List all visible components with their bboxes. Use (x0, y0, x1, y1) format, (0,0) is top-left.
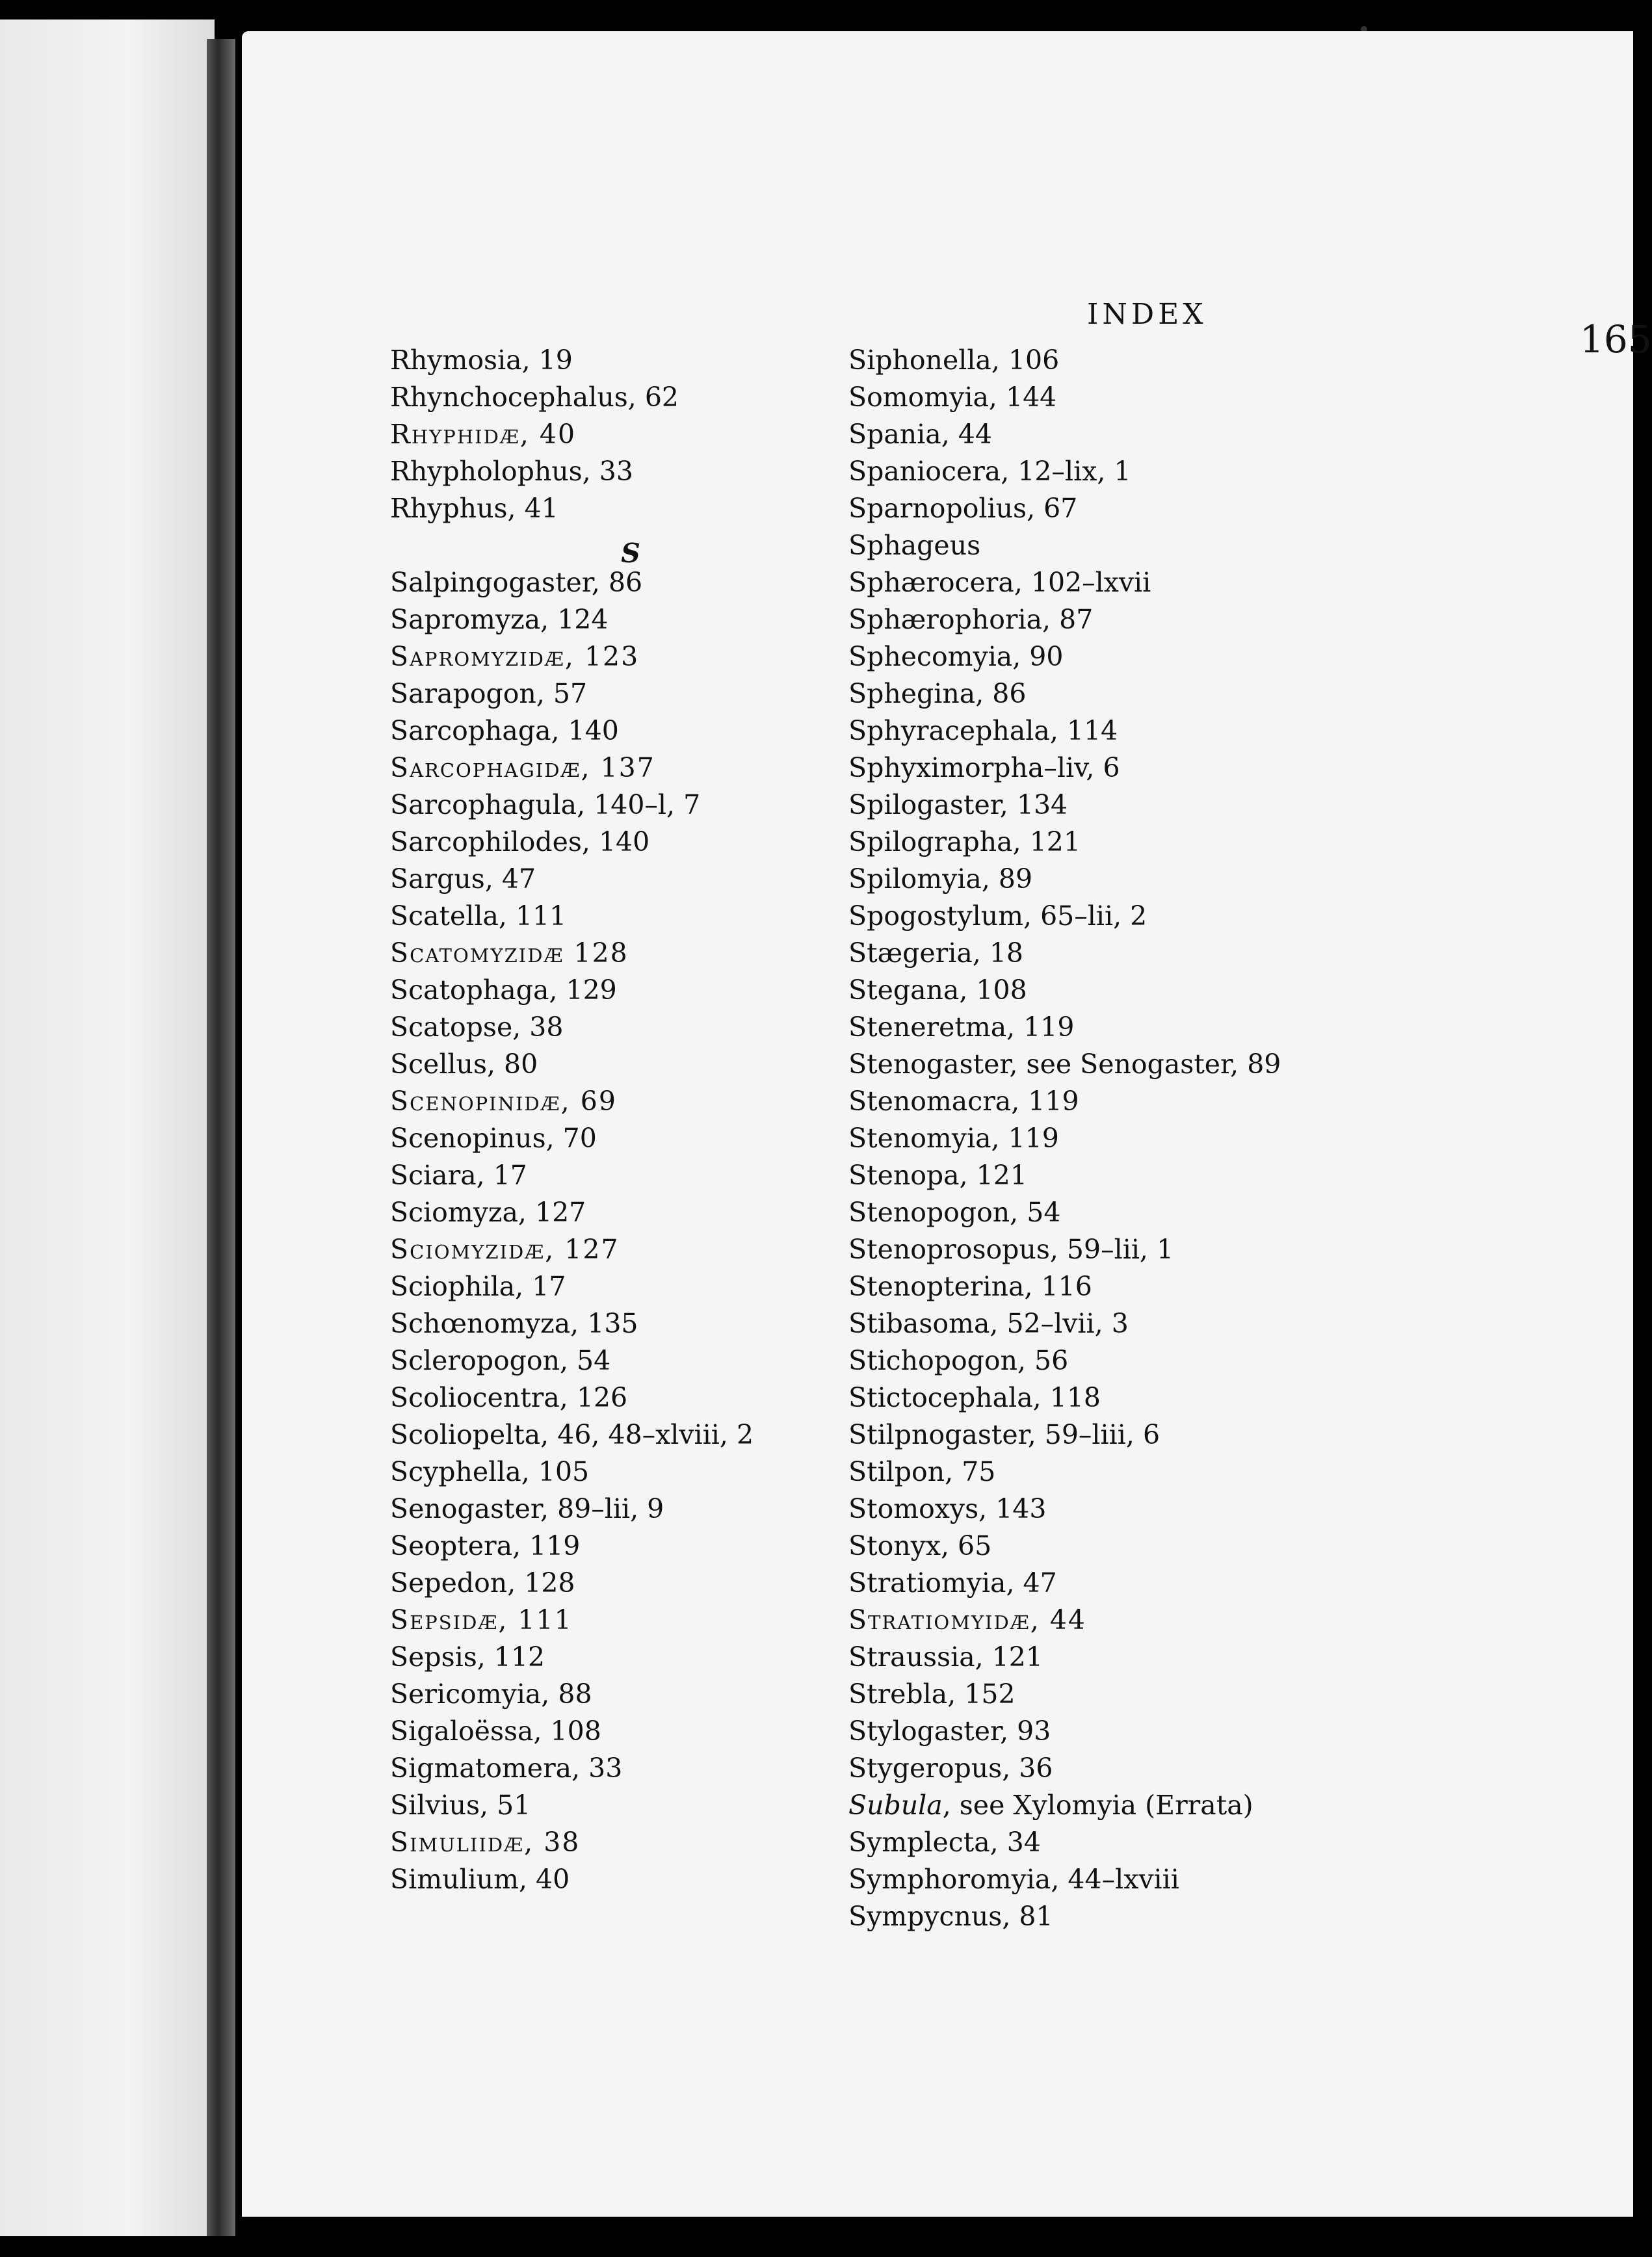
index-entry: Spogostylum, 65–lii, 2 (848, 900, 1147, 932)
index-entry: Schœnomyza, 135 (390, 1308, 638, 1339)
index-entry: Sphegina, 86 (848, 678, 1027, 709)
index-entry: Scatopse, 38 (390, 1011, 564, 1043)
index-entry: Seoptera, 119 (390, 1530, 581, 1561)
index-entry-family: Rhyphidæ, 40 (390, 419, 577, 450)
index-entry: Sepedon, 128 (390, 1567, 575, 1598)
index-column-left (390, 342, 793, 1898)
index-entry: Sapromyza, 124 (390, 604, 609, 635)
index-entry: Stictocephala, 118 (848, 1382, 1101, 1413)
index-entry: Sargus, 47 (390, 863, 536, 894)
index-entry: Stilpon, 75 (848, 1456, 996, 1487)
index-entry: Somomyia, 144 (848, 382, 1057, 413)
index-entry: Stilpnogaster, 59–liii, 6 (848, 1419, 1160, 1450)
index-entry: Sigmatomera, 33 (390, 1753, 623, 1784)
index-entry-family: Scenopinidæ, 69 (390, 1086, 617, 1117)
index-entry: Sarcophaga, 140 (390, 715, 619, 746)
index-entry: Steneretma, 119 (848, 1011, 1075, 1043)
index-entry: Sciomyza, 127 (390, 1197, 586, 1228)
index-entry: Sphærocera, 102–lxvii (848, 567, 1151, 598)
index-entry: Stylogaster, 93 (848, 1716, 1051, 1747)
index-entry: Sphecomyia, 90 (848, 641, 1064, 672)
book-gutter (207, 39, 235, 2236)
index-entry: Stenopa, 121 (848, 1160, 1027, 1191)
index-entry: Scoliopelta, 46, 48–xlviii, 2 (390, 1419, 754, 1450)
index-entry-family: Sciomyzidæ, 127 (390, 1234, 620, 1265)
index-entry: Symphoromyia, 44–lxviii (848, 1864, 1179, 1895)
index-entry: Stomoxys, 143 (848, 1493, 1047, 1524)
index-entry: Scleropogon, 54 (390, 1345, 611, 1376)
italic-genus: Subula (848, 1790, 943, 1821)
index-entry: Rhyphus, 41 (390, 493, 558, 524)
index-entry: Rhynchocephalus, 62 (390, 382, 679, 413)
index-entry-family: Sapromyzidæ, 123 (390, 641, 640, 672)
index-entry: Spilogaster, 134 (848, 789, 1068, 820)
index-entry: Stonyx, 65 (848, 1530, 992, 1561)
index-entry: Spaniocera, 12–lix, 1 (848, 456, 1131, 487)
index-entry: Sparnopolius, 67 (848, 493, 1078, 524)
index-entry: Sigaloëssa, 108 (390, 1716, 601, 1747)
index-entry: Spania, 44 (848, 419, 992, 450)
index-entry: Sarcophilodes, 140 (390, 826, 650, 857)
index-entry: Scenopinus, 70 (390, 1123, 597, 1154)
index-entry: Simulium, 40 (390, 1864, 570, 1895)
index-entry: Sericomyia, 88 (390, 1678, 592, 1710)
index-entry-family: Stratiomyidæ, 44 (848, 1604, 1087, 1636)
index-entry: Straussia, 121 (848, 1641, 1043, 1673)
index-entry: Sarcophagula, 140–l, 7 (390, 789, 701, 820)
index-entry: Scellus, 80 (390, 1049, 538, 1080)
page-number: 165 (1580, 317, 1652, 361)
index-entry: Senogaster, 89–lii, 9 (390, 1493, 664, 1524)
running-head: INDEX (1087, 298, 1207, 331)
index-entry: Sepsis, 112 (390, 1641, 545, 1673)
index-entry: Scyphella, 105 (390, 1456, 590, 1487)
index-entry-family: Scatomyzidæ 128 (390, 937, 629, 969)
facing-page-edge (0, 20, 215, 2236)
index-entry: Salpingogaster, 86 (390, 567, 643, 598)
index-entry-subula (848, 1787, 1291, 1824)
index-entry: Stenomyia, 119 (848, 1123, 1059, 1154)
index-entry: Spilomyia, 89 (848, 863, 1033, 894)
section-letter-heading: S (621, 538, 640, 569)
index-entry: Rhypholophus, 33 (390, 456, 633, 487)
index-entry: Stenopogon, 54 (848, 1197, 1061, 1228)
index-entry: Strebla, 152 (848, 1678, 1016, 1710)
index-entry: Sphageus (848, 530, 981, 561)
cross-reference: , see Xylomyia (Errata) (942, 1790, 1253, 1821)
index-entry: Stegana, 108 (848, 974, 1027, 1006)
index-entry: Stenopterina, 116 (848, 1271, 1092, 1302)
index-entry: Silvius, 51 (390, 1790, 531, 1821)
index-entry: Rhymosia, 19 (390, 345, 573, 376)
index-entry: Symplecta, 34 (848, 1827, 1041, 1858)
index-entry: Stenomacra, 119 (848, 1086, 1079, 1117)
index-entry: Sphærophoria, 87 (848, 604, 1094, 635)
index-column-right (848, 342, 1291, 1935)
index-entry-family: Sepsidæ, 111 (390, 1604, 573, 1636)
index-entry: Stægeria, 18 (848, 937, 1024, 969)
index-entry: Sciophila, 17 (390, 1271, 566, 1302)
index-entry: Sphyximorpha–liv, 6 (848, 752, 1120, 783)
index-entry: Stenoprosopus, 59–lii, 1 (848, 1234, 1174, 1265)
index-entry: Stichopogon, 56 (848, 1345, 1069, 1376)
index-entry: Stenogaster, see Senogaster, 89 (848, 1049, 1281, 1080)
index-entry-family: Sarcophagidæ, 137 (390, 752, 655, 783)
index-entry: Sphyracephala, 114 (848, 715, 1118, 746)
index-entry: Scatophaga, 129 (390, 974, 617, 1006)
index-entry: Spilographa, 121 (848, 826, 1081, 857)
index-entry: Stibasoma, 52–lvii, 3 (848, 1308, 1129, 1339)
index-entry-family: Simuliidæ, 38 (390, 1827, 581, 1858)
index-entry: Scatella, 111 (390, 900, 567, 932)
index-entry: Sciara, 17 (390, 1160, 527, 1191)
index-entry: Stygeropus, 36 (848, 1753, 1053, 1784)
index-entry: Sarapogon, 57 (390, 678, 588, 709)
index-entry: Stratiomyia, 47 (848, 1567, 1057, 1598)
index-entry: Sympycnus, 81 (848, 1901, 1053, 1932)
index-entry: Siphonella, 106 (848, 345, 1060, 376)
index-entry: Scoliocentra, 126 (390, 1382, 628, 1413)
